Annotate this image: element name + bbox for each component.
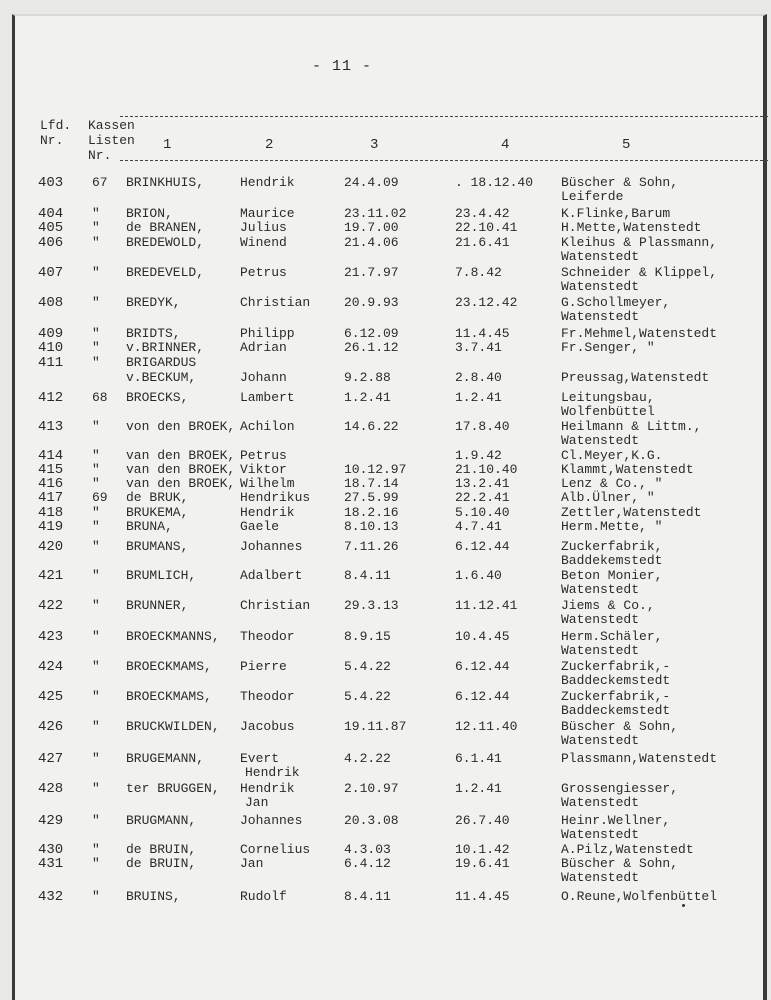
row-birth-date: 6.12.09 <box>344 326 399 341</box>
row-employer: Zuckerfabrik,- <box>561 659 671 674</box>
row-employer-2: Wolfenbüttel <box>561 404 655 419</box>
row-surname: de BRUIN, <box>126 842 197 857</box>
row-entry-date: 17.8.40 <box>455 419 510 434</box>
header-col-2: 2 <box>265 137 274 153</box>
header-listen: Listen <box>88 133 135 148</box>
row-surname: von den BROEK, <box>126 419 236 434</box>
row-number: 408 <box>38 295 64 311</box>
row-number: 424 <box>38 659 64 675</box>
row-number: 427 <box>38 751 64 767</box>
row-entry-date: 19.6.41 <box>455 856 510 871</box>
row-liste: " <box>92 598 100 613</box>
row-liste: " <box>92 568 100 583</box>
row-entry-date: 1.6.40 <box>455 568 502 583</box>
row-surname: BRUGMANN, <box>126 813 197 828</box>
row-entry-date: 21.10.40 <box>455 462 518 477</box>
row-birth-date: 8.9.15 <box>344 629 391 644</box>
row-number: 417 <box>38 490 64 506</box>
row-first-name: Evert <box>240 751 280 766</box>
row-first-name: Jacobus <box>240 719 295 734</box>
row-surname: BROECKMAMS, <box>126 659 212 674</box>
row-surname: van den BROEK, <box>126 462 236 477</box>
row-liste: " <box>92 751 100 766</box>
row-liste: " <box>92 206 100 221</box>
row-surname: BRIDTS, <box>126 326 181 341</box>
row-number: 405 <box>38 220 64 236</box>
row-entry-date: 10.4.45 <box>455 629 510 644</box>
row-first-name: Johann <box>240 370 287 385</box>
row-surname: v.BECKUM, <box>126 370 197 385</box>
row-surname: van den BROEK, <box>126 476 236 491</box>
row-employer: Büscher & Sohn, <box>561 856 679 871</box>
ink-dot <box>682 904 685 907</box>
row-employer-2: Baddeckemstedt <box>561 703 671 718</box>
row-surname: BRUGEMANN, <box>126 751 205 766</box>
row-first-name: Christian <box>240 295 311 310</box>
row-surname: BREDEWOLD, <box>126 235 205 250</box>
row-birth-date: 8.4.11 <box>344 889 391 904</box>
row-entry-date: 12.11.40 <box>455 719 518 734</box>
header-kassen: Kassen <box>88 118 135 133</box>
row-employer: Beton Monier, <box>561 568 663 583</box>
row-first-name-2: Hendrik <box>245 765 300 780</box>
header-lfd: Lfd. <box>40 118 72 133</box>
row-number: 426 <box>38 719 64 735</box>
row-birth-date: 18.2.16 <box>344 505 399 520</box>
row-liste: " <box>92 813 100 828</box>
row-birth-date: 2.10.97 <box>344 781 399 796</box>
row-employer: Heilmann & Littm., <box>561 419 702 434</box>
row-entry-date: 6.1.41 <box>455 751 502 766</box>
row-entry-date: 10.1.42 <box>455 842 510 857</box>
row-liste: " <box>92 689 100 704</box>
row-employer: Zuckerfabrik,- <box>561 689 671 704</box>
row-birth-date: 19.11.87 <box>344 719 407 734</box>
row-liste: " <box>92 220 100 235</box>
row-liste: " <box>92 629 100 644</box>
row-surname: de BRUIN, <box>126 856 197 871</box>
row-number: 404 <box>38 206 64 222</box>
row-surname: BREDEVELD, <box>126 265 205 280</box>
row-birth-date: 7.11.26 <box>344 539 399 554</box>
row-number: 423 <box>38 629 64 645</box>
row-employer: Büscher & Sohn, <box>561 719 679 734</box>
row-first-name: Johannes <box>240 813 303 828</box>
row-first-name: Viktor <box>240 462 287 477</box>
row-liste: " <box>92 505 100 520</box>
row-entry-date: 3.7.41 <box>455 340 502 355</box>
header-nr: Nr. <box>40 133 64 148</box>
row-employer: H.Mette,Watenstedt <box>561 220 702 235</box>
row-employer: Zuckerfabrik, <box>561 539 663 554</box>
row-employer: Heinr.Wellner, <box>561 813 671 828</box>
row-surname: v.BRINNER, <box>126 340 205 355</box>
row-surname: BROECKMANNS, <box>126 629 220 644</box>
row-entry-date: 23.4.42 <box>455 206 510 221</box>
row-employer: Lenz & Co., " <box>561 476 663 491</box>
row-employer-2: Watenstedt <box>561 733 640 748</box>
row-liste: " <box>92 462 100 477</box>
row-number: 415 <box>38 462 64 478</box>
row-liste: " <box>92 781 100 796</box>
row-employer-2: Baddeckemstedt <box>561 673 671 688</box>
row-liste: " <box>92 448 100 463</box>
row-liste: 69 <box>92 490 108 505</box>
row-number: 406 <box>38 235 64 251</box>
row-number: 429 <box>38 813 64 829</box>
row-entry-date: 22.10.41 <box>455 220 518 235</box>
row-liste: " <box>92 719 100 734</box>
row-number: 421 <box>38 568 64 584</box>
row-entry-date: 11.4.45 <box>455 326 510 341</box>
row-first-name: Gaele <box>240 519 280 534</box>
row-employer: Alb.Ülner, " <box>561 490 655 505</box>
row-number: 418 <box>38 505 64 521</box>
row-surname: BRIGARDUS <box>126 355 197 370</box>
row-employer: O.Reune,Wolfenbüttel <box>561 889 718 904</box>
row-employer: Preussag,Watenstedt <box>561 370 710 385</box>
row-liste: " <box>92 235 100 250</box>
row-first-name: Rudolf <box>240 889 287 904</box>
row-birth-date: 19.7.00 <box>344 220 399 235</box>
row-birth-date: 10.12.97 <box>344 462 407 477</box>
row-first-name: Lambert <box>240 390 295 405</box>
row-birth-date: 4.3.03 <box>344 842 391 857</box>
row-liste: " <box>92 519 100 534</box>
row-surname: de BRUK, <box>126 490 189 505</box>
row-birth-date: 26.1.12 <box>344 340 399 355</box>
row-entry-date: 5.10.40 <box>455 505 510 520</box>
row-first-name: Petrus <box>240 448 287 463</box>
header-listen-nr: Nr. <box>88 148 112 163</box>
row-entry-date: 6.12.44 <box>455 659 510 674</box>
row-number: 409 <box>38 326 64 342</box>
row-entry-date: 23.12.42 <box>455 295 518 310</box>
row-employer: Zettler,Watenstedt <box>561 505 702 520</box>
row-number: 413 <box>38 419 64 435</box>
row-employer: G.Schollmeyer, <box>561 295 671 310</box>
row-birth-date: 20.9.93 <box>344 295 399 310</box>
row-first-name: Adrian <box>240 340 287 355</box>
row-first-name: Julius <box>240 220 287 235</box>
row-employer-2: Leiferde <box>561 189 624 204</box>
row-surname: BROECKMAMS, <box>126 689 212 704</box>
row-first-name: Maurice <box>240 206 295 221</box>
row-surname: BRINKHUIS, <box>126 175 205 190</box>
row-birth-date: 21.4.06 <box>344 235 399 250</box>
row-surname: BRUCKWILDEN, <box>126 719 220 734</box>
row-employer: Herm.Mette, " <box>561 519 663 534</box>
row-surname: van den BROEK, <box>126 448 236 463</box>
row-first-name: Wilhelm <box>240 476 295 491</box>
row-liste: " <box>92 539 100 554</box>
row-first-name: Johannes <box>240 539 303 554</box>
row-first-name-2: Jan <box>245 795 269 810</box>
row-number: 412 <box>38 390 64 406</box>
row-birth-date: 23.11.02 <box>344 206 407 221</box>
row-number: 430 <box>38 842 64 858</box>
row-birth-date: 8.4.11 <box>344 568 391 583</box>
row-number: 425 <box>38 689 64 705</box>
row-entry-date: 21.6.41 <box>455 235 510 250</box>
row-employer: Jiems & Co., <box>561 598 655 613</box>
row-surname: BRUINS, <box>126 889 181 904</box>
row-employer: Fr.Senger, " <box>561 340 655 355</box>
header-top-rule <box>120 116 768 117</box>
row-employer: Leitungsbau, <box>561 390 655 405</box>
row-first-name: Jan <box>240 856 264 871</box>
row-employer-2: Baddekemstedt <box>561 553 663 568</box>
row-employer: A.Pilz,Watenstedt <box>561 842 694 857</box>
row-surname: BRUNNER, <box>126 598 189 613</box>
row-employer-2: Watenstedt <box>561 279 640 294</box>
row-employer-2: Watenstedt <box>561 433 640 448</box>
row-first-name: Christian <box>240 598 311 613</box>
row-number: 419 <box>38 519 64 535</box>
row-surname: BROECKS, <box>126 390 189 405</box>
row-first-name: Theodor <box>240 689 295 704</box>
row-employer-2: Watenstedt <box>561 643 640 658</box>
row-first-name: Cornelius <box>240 842 311 857</box>
row-liste: " <box>92 265 100 280</box>
header-col-3: 3 <box>370 137 379 153</box>
row-entry-date: 11.12.41 <box>455 598 518 613</box>
row-birth-date: 9.2.88 <box>344 370 391 385</box>
row-liste: " <box>92 326 100 341</box>
row-birth-date: 24.4.09 <box>344 175 399 190</box>
row-entry-date: 6.12.44 <box>455 539 510 554</box>
header-col-5: 5 <box>622 137 631 153</box>
row-number: 422 <box>38 598 64 614</box>
row-entry-date: 2.8.40 <box>455 370 502 385</box>
row-liste: " <box>92 355 100 370</box>
row-employer-2: Watenstedt <box>561 612 640 627</box>
row-birth-date: 1.2.41 <box>344 390 391 405</box>
row-first-name: Petrus <box>240 265 287 280</box>
row-first-name: Achilon <box>240 419 295 434</box>
row-employer: Kleihus & Plassmann, <box>561 235 718 250</box>
row-number: 428 <box>38 781 64 797</box>
row-birth-date: 5.4.22 <box>344 689 391 704</box>
row-employer-2: Watenstedt <box>561 795 640 810</box>
row-liste: " <box>92 340 100 355</box>
page-number: - 11 - <box>312 58 373 75</box>
row-birth-date: 14.6.22 <box>344 419 399 434</box>
row-number: 420 <box>38 539 64 555</box>
row-liste: " <box>92 476 100 491</box>
row-entry-date: 6.12.44 <box>455 689 510 704</box>
row-number: 407 <box>38 265 64 281</box>
row-number: 411 <box>38 355 64 371</box>
row-employer-2: Watenstedt <box>561 249 640 264</box>
row-employer-2: Watenstedt <box>561 870 640 885</box>
row-entry-date: 1.2.41 <box>455 390 502 405</box>
row-birth-date: 18.7.14 <box>344 476 399 491</box>
row-surname: de BRANEN, <box>126 220 205 235</box>
row-first-name: Pierre <box>240 659 287 674</box>
row-entry-date: 26.7.40 <box>455 813 510 828</box>
row-liste: " <box>92 295 100 310</box>
row-entry-date: 13.2.41 <box>455 476 510 491</box>
row-employer-2: Watenstedt <box>561 582 640 597</box>
row-liste: " <box>92 856 100 871</box>
header-col-4: 4 <box>501 137 510 153</box>
row-employer: Plassmann,Watenstedt <box>561 751 718 766</box>
row-first-name: Hendrik <box>240 175 295 190</box>
row-number: 432 <box>38 889 64 905</box>
row-number: 431 <box>38 856 64 872</box>
row-birth-date: 6.4.12 <box>344 856 391 871</box>
row-number: 410 <box>38 340 64 356</box>
row-entry-date: 7.8.42 <box>455 265 502 280</box>
row-first-name: Theodor <box>240 629 295 644</box>
row-surname: ter BRUGGEN, <box>126 781 220 796</box>
header-bottom-rule <box>120 160 768 161</box>
row-employer: Herm.Schäler, <box>561 629 663 644</box>
row-birth-date: 20.3.08 <box>344 813 399 828</box>
row-entry-date: 1.9.42 <box>455 448 502 463</box>
row-entry-date: 4.7.41 <box>455 519 502 534</box>
row-employer: Klammt,Watenstedt <box>561 462 694 477</box>
row-liste: " <box>92 842 100 857</box>
row-entry-date: 11.4.45 <box>455 889 510 904</box>
row-employer-2: Watenstedt <box>561 827 640 842</box>
row-employer: Schneider & Klippel, <box>561 265 718 280</box>
header-col-1: 1 <box>163 137 172 153</box>
row-surname: BRUKEMA, <box>126 505 189 520</box>
row-number: 414 <box>38 448 64 464</box>
row-birth-date: 27.5.99 <box>344 490 399 505</box>
row-first-name: Winend <box>240 235 287 250</box>
row-employer-2: Watenstedt <box>561 309 640 324</box>
row-employer: K.Flinke,Barum <box>561 206 671 221</box>
row-first-name: Hendrik <box>240 781 295 796</box>
row-employer: Cl.Meyer,K.G. <box>561 448 663 463</box>
row-liste: " <box>92 419 100 434</box>
row-first-name: Philipp <box>240 326 295 341</box>
row-first-name: Hendrikus <box>240 490 311 505</box>
row-birth-date: 5.4.22 <box>344 659 391 674</box>
row-liste: 68 <box>92 390 108 405</box>
row-liste: " <box>92 659 100 674</box>
row-surname: BRUMANS, <box>126 539 189 554</box>
row-employer: Fr.Mehmel,Watenstedt <box>561 326 718 341</box>
row-birth-date: 4.2.22 <box>344 751 391 766</box>
row-employer: Grossengiesser, <box>561 781 679 796</box>
row-entry-date: . 18.12.40 <box>455 175 534 190</box>
row-first-name: Hendrik <box>240 505 295 520</box>
row-surname: BRION, <box>126 206 173 221</box>
row-liste: " <box>92 889 100 904</box>
row-birth-date: 29.3.13 <box>344 598 399 613</box>
row-number: 416 <box>38 476 64 492</box>
row-entry-date: 1.2.41 <box>455 781 502 796</box>
row-birth-date: 21.7.97 <box>344 265 399 280</box>
row-birth-date: 8.10.13 <box>344 519 399 534</box>
row-surname: BREDYK, <box>126 295 181 310</box>
row-surname: BRUNA, <box>126 519 173 534</box>
row-liste: 67 <box>92 175 108 190</box>
row-employer: Büscher & Sohn, <box>561 175 679 190</box>
row-first-name: Adalbert <box>240 568 303 583</box>
row-number: 403 <box>38 175 64 191</box>
row-entry-date: 22.2.41 <box>455 490 510 505</box>
row-surname: BRUMLICH, <box>126 568 197 583</box>
